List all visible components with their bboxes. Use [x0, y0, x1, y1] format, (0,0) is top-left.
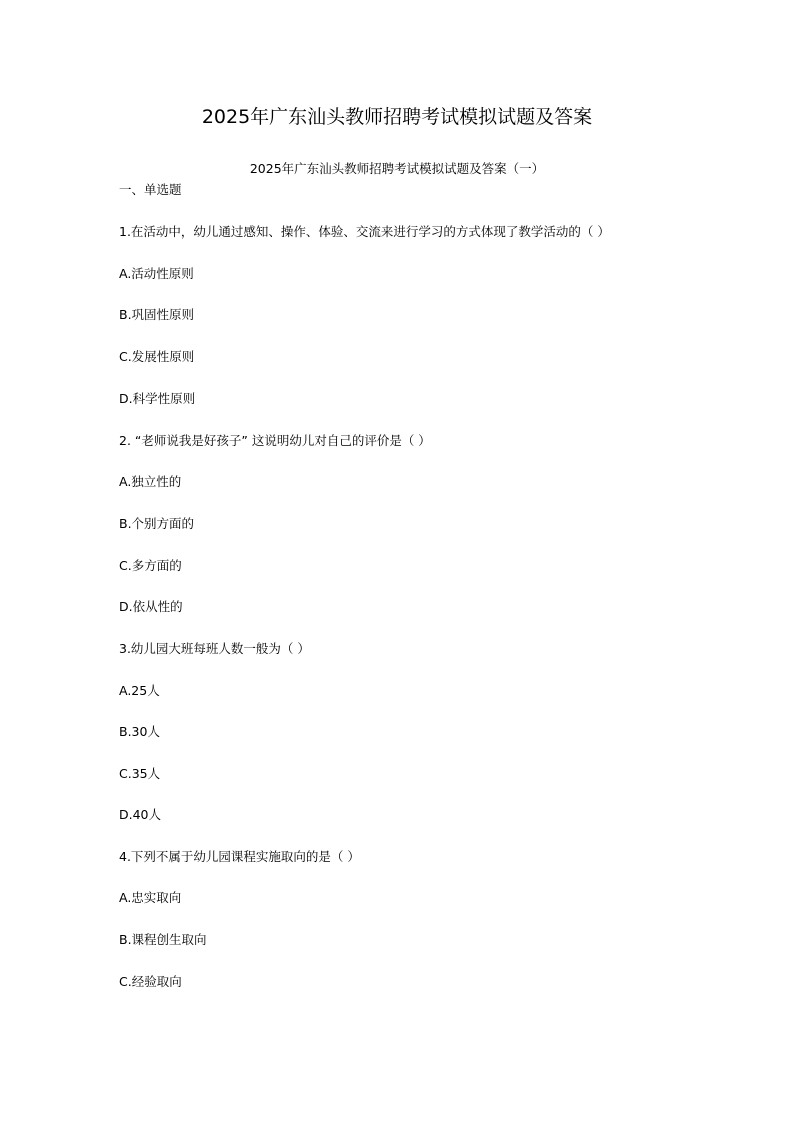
question-stem: 1.在活动中，幼儿通过感知、操作、体验、交流来进行学习的方式体现了教学活动的（ ） [119, 224, 610, 239]
question-stem: 2. “老师说我是好孩子” 这说明幼儿对自己的评价是（ ） [119, 433, 431, 448]
question-stem: 4.下列不属于幼儿园课程实施取向的是（ ） [119, 849, 360, 864]
question-stem: 3.幼儿园大班每班人数一般为（ ） [119, 641, 310, 656]
answer-option: B.课程创生取向 [119, 932, 207, 947]
answer-option: D.依从性的 [119, 599, 183, 614]
answer-option: B.个别方面的 [119, 516, 195, 531]
answer-option: A.忠实取向 [119, 890, 182, 905]
section-title: 2025年广东汕头教师招聘考试模拟试题及答案（一） [249, 161, 545, 176]
answer-option: C.35人 [119, 766, 161, 781]
answer-option: C.多方面的 [119, 558, 182, 573]
answer-option: C.发展性原则 [119, 349, 195, 364]
answer-option: A.独立性的 [119, 474, 182, 489]
answer-option: D.科学性原则 [119, 391, 196, 406]
document-title: 2025年广东汕头教师招聘考试模拟试题及答案 [201, 106, 593, 128]
answer-option: D.40人 [119, 807, 162, 822]
answer-option: B.30人 [119, 724, 160, 739]
answer-option: A.活动性原则 [119, 266, 194, 281]
part-heading: 一、单选题 [119, 182, 182, 197]
answer-option: A.25人 [119, 683, 160, 698]
answer-option: B.巩固性原则 [119, 307, 195, 322]
answer-option: C.经验取向 [119, 974, 182, 989]
